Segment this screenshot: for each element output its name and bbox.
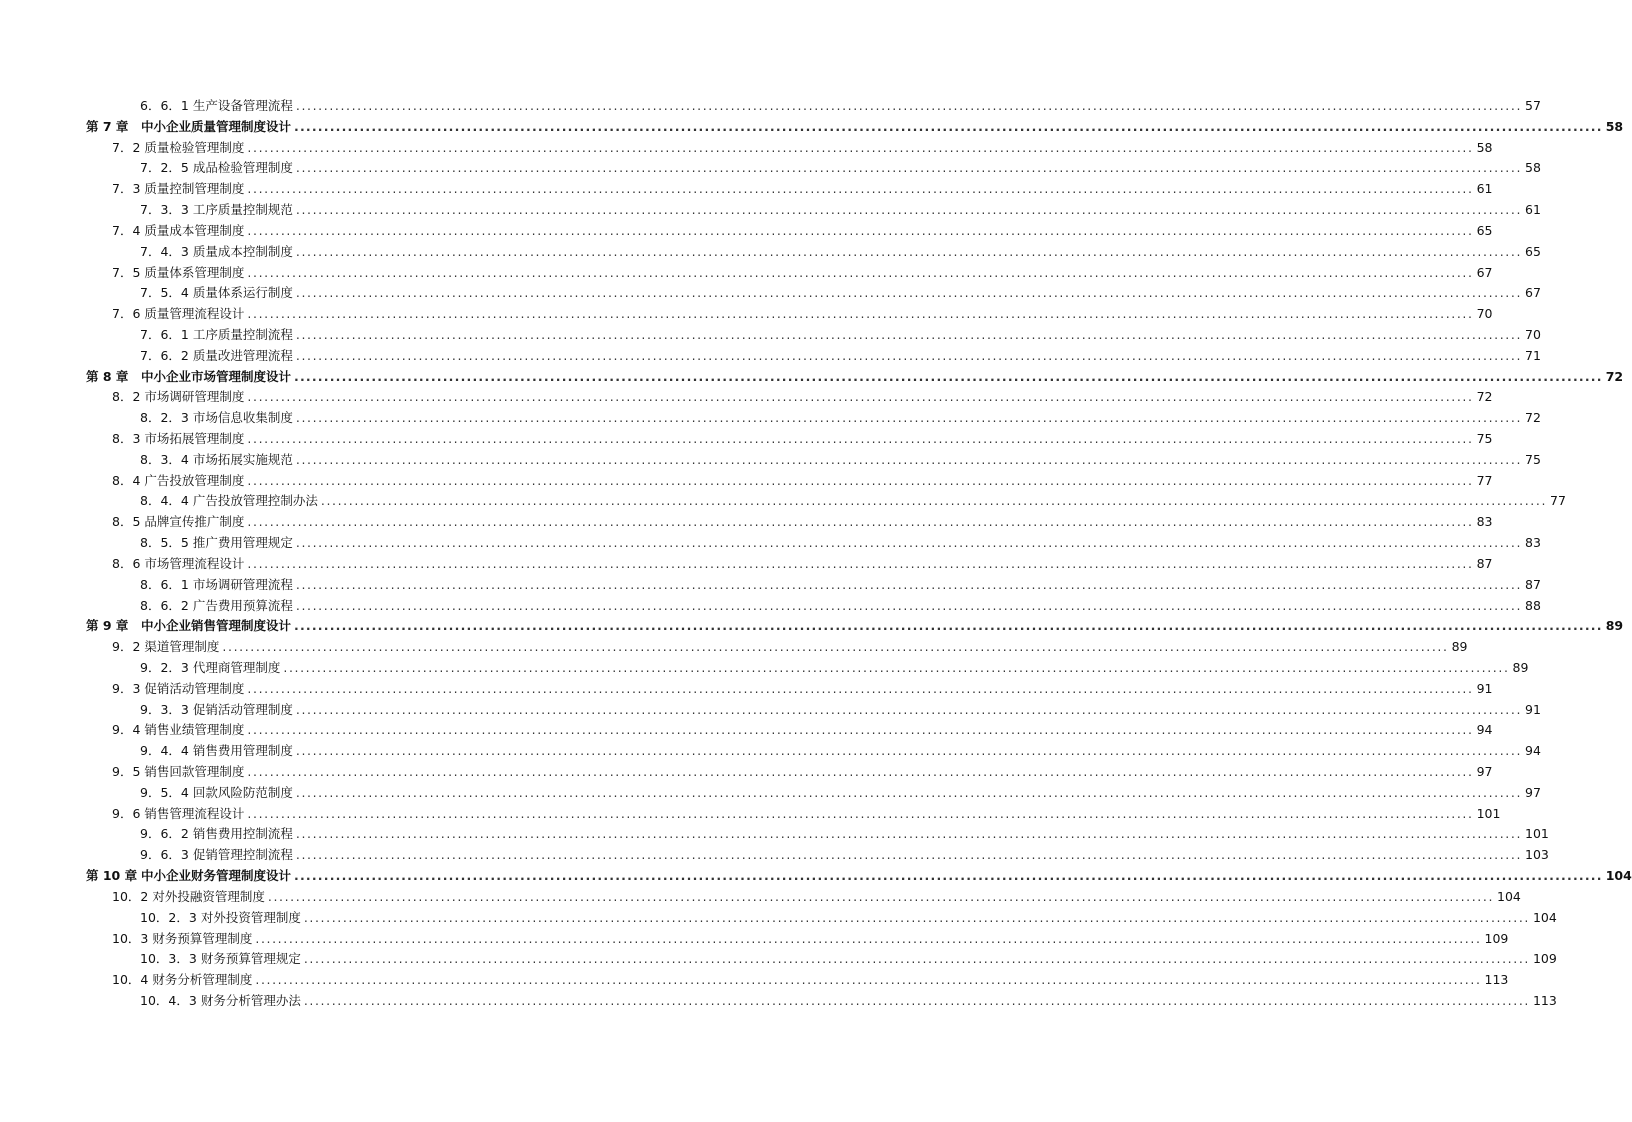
dot-leader: ............................................................................................................................................................................................................................	[294, 368, 1603, 384]
toc-entry-number: 10．3．3	[140, 951, 197, 967]
toc-entry-page-number: 61	[1476, 181, 1493, 197]
toc-entry-title: 财务预算管理规定	[200, 951, 301, 967]
dot-leader: ............................................................................................................................................................................................................................	[294, 618, 1603, 634]
toc-entry-number: 9．2	[112, 639, 141, 655]
toc-entry-page-number: 57	[1525, 98, 1541, 113]
dot-leader: ............................................................................................................................................................................................................................	[295, 285, 1523, 301]
dot-leader: ............................................................................................................................................................................................................................	[295, 160, 1523, 176]
toc-subsection-entry[interactable]	[86, 845, 1549, 866]
toc-subsection-entry[interactable]	[86, 533, 1541, 554]
toc-section-entry[interactable]	[86, 720, 1493, 741]
toc-entry-page-number: 101	[1525, 826, 1549, 842]
toc-entry-number: 8．2．3	[140, 410, 189, 426]
dot-leader: ............................................................................................................................................................................................................................	[295, 576, 1523, 592]
toc-entry-title: 品牌宣传推广制度	[144, 514, 245, 530]
dot-leader: ............................................................................................................................................................................................................................	[295, 347, 1523, 363]
toc-entry-page-number: 77	[1476, 472, 1493, 488]
toc-entry-page-number: 72	[1476, 389, 1493, 405]
toc-subsection-entry[interactable]	[86, 283, 1541, 304]
toc-entry-title: 市场信息收集制度	[192, 410, 293, 426]
toc-entry-title: 促销管理控制流程	[192, 847, 293, 863]
toc-entry-title: 市场调研管理流程	[192, 576, 293, 592]
dot-leader: ............................................................................................................................................................................................................................	[294, 868, 1603, 884]
toc-entry-title: 质量成本控制制度	[192, 243, 293, 259]
toc-entry-page-number: 89	[1512, 659, 1529, 675]
toc-entry-title: 回款风险防范制度	[192, 784, 293, 800]
toc-subsection-entry[interactable]	[86, 741, 1541, 762]
dot-leader: ............................................................................................................................................................................................................................	[247, 389, 1474, 405]
toc-subsection-entry[interactable]	[86, 700, 1541, 721]
toc-entry-number: 9．3．3	[140, 701, 189, 717]
toc-entry-title: 渠道管理制度	[144, 639, 220, 655]
dot-leader: ............................................................................................................................................................................................................................	[295, 326, 1523, 342]
toc-entry-number: 9．2．3	[140, 659, 189, 675]
dot-leader: ............................................................................................................................................................................................................................	[247, 764, 1474, 779]
toc-section-entry[interactable]	[86, 679, 1493, 700]
toc-entry-number: 8．4	[112, 472, 141, 488]
toc-entry-page-number: 58	[1525, 160, 1541, 176]
toc-entry-page-number: 70	[1525, 326, 1541, 342]
dot-leader: ............................................................................................................................................................................................................................	[283, 659, 1510, 675]
toc-entry-page-number: 109	[1532, 951, 1557, 967]
toc-entry-number: 8．6．1	[140, 576, 189, 592]
toc-entry-page-number: 65	[1476, 222, 1493, 238]
dot-leader: ............................................................................................................................................................................................................................	[247, 222, 1474, 238]
toc-entry-title: 财务预算管理制度	[152, 930, 253, 946]
toc-entry-number: 10．4．3	[140, 992, 197, 1008]
dot-leader: ............................................................................................................................................................................................................................	[255, 930, 1482, 946]
dot-leader: ............................................................................................................................................................................................................................	[294, 118, 1603, 134]
toc-section-entry[interactable]	[86, 804, 1501, 825]
toc-entry-title: 市场管理流程设计	[144, 555, 245, 571]
toc-entry-number: 7．6．1	[140, 326, 189, 342]
dot-leader: ............................................................................................................................................................................................................................	[320, 493, 1548, 509]
toc-entry-title: 促销活动管理制度	[192, 701, 293, 717]
toc-entry-page-number: 94	[1476, 722, 1493, 738]
toc-subsection-entry[interactable]	[86, 491, 1566, 512]
dot-leader: ............................................................................................................................................................................................................................	[247, 805, 1474, 821]
toc-entry-title: 中小企业财务管理制度设计	[141, 868, 292, 884]
toc-entry-title: 销售业绩管理制度	[144, 722, 245, 738]
toc-subsection-entry[interactable]	[86, 824, 1549, 845]
dot-leader: ............................................................................................................................................................................................................................	[295, 451, 1523, 467]
toc-section-entry[interactable]	[86, 471, 1493, 492]
toc-section-entry[interactable]	[86, 263, 1493, 284]
toc-entry-page-number: 97	[1476, 764, 1493, 779]
toc-subsection-entry[interactable]	[86, 325, 1541, 346]
dot-leader: ............................................................................................................................................................................................................................	[295, 784, 1523, 800]
toc-entry-page-number: 103	[1525, 847, 1549, 863]
toc-entry-number: 7．3．3	[140, 202, 189, 218]
toc-entry-number: 8．5	[112, 514, 141, 530]
toc-entry-page-number: 89	[1605, 618, 1624, 634]
dot-leader: ............................................................................................................................................................................................................................	[295, 410, 1523, 426]
dot-leader: ............................................................................................................................................................................................................................	[303, 909, 1530, 925]
toc-entry-number: 10．4	[112, 972, 149, 988]
toc-section-entry[interactable]	[86, 970, 1509, 991]
toc-entry-title: 广告投放管理制度	[144, 472, 245, 488]
toc-entry-page-number: 71	[1525, 347, 1541, 363]
toc-entry-number: 第 9 章	[86, 618, 129, 634]
toc-entry-title: 中小企业市场管理制度设计	[141, 368, 292, 384]
toc-entry-number: 9．5．4	[140, 784, 189, 800]
dot-leader: ............................................................................................................................................................................................................................	[247, 472, 1474, 488]
toc-chapter-entry[interactable]	[86, 866, 1632, 887]
toc-entry-title: 销售费用管理制度	[192, 743, 293, 759]
toc-entry-number: 9．6	[112, 805, 141, 821]
toc-entry-title: 质量控制管理制度	[144, 181, 245, 197]
toc-entry-title: 财务分析管理制度	[152, 972, 253, 988]
toc-entry-page-number: 83	[1525, 535, 1541, 551]
dot-leader: ............................................................................................................................................................................................................................	[295, 701, 1523, 717]
toc-entry-number: 8．6．2	[140, 597, 189, 613]
toc-entry-number: 9．6．2	[140, 826, 189, 842]
toc-entry-page-number: 75	[1525, 451, 1541, 467]
toc-subsection-entry[interactable]	[86, 158, 1541, 179]
toc-section-entry[interactable]	[86, 512, 1493, 533]
toc-entry-number: 10．3	[112, 930, 149, 946]
toc-entry-page-number: 58	[1476, 139, 1493, 155]
toc-entry-page-number: 65	[1525, 243, 1541, 259]
toc-subsection-entry[interactable]	[86, 346, 1541, 367]
toc-entry-page-number: 109	[1484, 930, 1509, 946]
toc-entry-title: 质量体系管理制度	[144, 264, 245, 280]
toc-subsection-entry[interactable]	[86, 96, 1541, 117]
toc-entry-title: 市场拓展实施规范	[192, 451, 293, 467]
toc-entry-number: 10．2	[112, 888, 149, 904]
toc-entry-page-number: 104	[1532, 909, 1557, 925]
toc-entry-number: 7．4	[112, 222, 141, 238]
toc-entry-page-number: 75	[1476, 431, 1493, 446]
toc-entry-page-number: 97	[1525, 784, 1541, 800]
toc-entry-title: 对外投融资管理制度	[152, 888, 265, 904]
toc-entry-number: 9．4．4	[140, 743, 189, 759]
toc-entry-number: 7．5	[112, 264, 141, 280]
toc-entry-number: 8．3	[112, 431, 141, 446]
toc-entry-title: 质量管理流程设计	[144, 306, 245, 322]
toc-entry-page-number: 58	[1605, 118, 1624, 134]
toc-entry-number: 9．4	[112, 722, 141, 738]
toc-entry-title: 工序质量控制规范	[192, 202, 293, 218]
dot-leader: ............................................................................................................................................................................................................................	[267, 888, 1495, 904]
toc-subsection-entry[interactable]	[86, 658, 1529, 679]
toc-entry-number: 8．6	[112, 555, 141, 571]
toc-entry-number: 9．5	[112, 764, 141, 779]
toc-entry-number: 第 7 章	[86, 118, 129, 134]
toc-entry-page-number: 89	[1451, 639, 1468, 655]
toc-section-entry[interactable]	[86, 554, 1493, 575]
toc-section-entry[interactable]	[86, 929, 1509, 950]
toc-entry-page-number: 91	[1525, 701, 1541, 717]
dot-leader: ............................................................................................................................................................................................................................	[247, 514, 1474, 530]
dot-leader: ............................................................................................................................................................................................................................	[295, 826, 1523, 842]
table-of-contents	[86, 96, 1632, 1012]
toc-subsection-entry[interactable]	[86, 783, 1541, 804]
toc-entry-page-number: 70	[1476, 306, 1493, 322]
toc-entry-title: 成品检验管理制度	[192, 160, 293, 176]
toc-entry-number: 7．6	[112, 306, 141, 322]
dot-leader: ............................................................................................................................................................................................................................	[303, 951, 1530, 967]
toc-entry-title: 质量成本管理制度	[144, 222, 245, 238]
dot-leader: ............................................................................................................................................................................................................................	[295, 597, 1523, 613]
toc-subsection-entry[interactable]	[86, 450, 1541, 471]
dot-leader: ............................................................................................................................................................................................................................	[295, 202, 1523, 218]
dot-leader: ............................................................................................................................................................................................................................	[247, 139, 1474, 155]
toc-entry-title: 广告投放管理控制办法	[192, 493, 318, 509]
toc-entry-number: 8．5．5	[140, 535, 189, 551]
dot-leader: ............................................................................................................................................................................................................................	[247, 722, 1474, 738]
toc-entry-page-number: 94	[1525, 743, 1541, 759]
toc-entry-title: 工序质量控制流程	[192, 326, 293, 342]
toc-section-entry[interactable]	[86, 179, 1493, 200]
dot-leader: ............................................................................................................................................................................................................................	[295, 847, 1523, 863]
toc-entry-number: 9．3	[112, 680, 141, 696]
toc-entry-page-number: 83	[1476, 514, 1493, 530]
dot-leader: ............................................................................................................................................................................................................................	[247, 181, 1474, 197]
toc-entry-number: 10．2．3	[140, 909, 197, 925]
toc-entry-number: 7．2	[112, 139, 141, 155]
toc-entry-title: 代理商管理制度	[192, 659, 281, 675]
dot-leader: ............................................................................................................................................................................................................................	[255, 972, 1482, 988]
toc-subsection-entry[interactable]	[86, 596, 1541, 617]
toc-entry-title: 质量检验管理制度	[144, 139, 245, 155]
toc-entry-number: 第 8 章	[86, 368, 129, 384]
toc-entry-title: 销售费用控制流程	[192, 826, 293, 842]
toc-entry-number: 8．2	[112, 389, 141, 405]
toc-section-entry[interactable]	[86, 387, 1493, 408]
toc-entry-number: 8．4．4	[140, 493, 189, 509]
toc-entry-page-number: 101	[1476, 805, 1501, 821]
toc-entry-number: 6．6．1	[140, 98, 189, 113]
toc-entry-title: 市场拓展管理制度	[144, 431, 245, 446]
toc-subsection-entry[interactable]	[86, 575, 1541, 596]
toc-entry-title: 销售回款管理制度	[144, 764, 245, 779]
toc-section-entry[interactable]	[86, 637, 1468, 658]
dot-leader: ............................................................................................................................................................................................................................	[295, 743, 1523, 759]
toc-section-entry[interactable]	[86, 304, 1493, 325]
toc-entry-title: 质量体系运行制度	[192, 285, 293, 301]
dot-leader: ............................................................................................................................................................................................................................	[222, 639, 1449, 655]
toc-subsection-entry[interactable]	[86, 200, 1541, 221]
toc-chapter-entry[interactable]	[86, 367, 1624, 388]
toc-entry-number: 第 10 章	[86, 868, 138, 884]
toc-entry-page-number: 61	[1525, 202, 1541, 218]
toc-entry-page-number: 72	[1605, 368, 1624, 384]
toc-entry-number: 7．4．3	[140, 243, 189, 259]
toc-section-entry[interactable]	[86, 762, 1493, 783]
dot-leader: ............................................................................................................................................................................................................................	[247, 264, 1474, 280]
toc-entry-page-number: 104	[1605, 868, 1632, 884]
toc-entry-number: 7．3	[112, 181, 141, 197]
toc-entry-page-number: 67	[1525, 285, 1541, 301]
toc-entry-number: 9．6．3	[140, 847, 189, 863]
toc-subsection-entry[interactable]	[86, 242, 1541, 263]
toc-section-entry[interactable]	[86, 221, 1493, 242]
toc-entry-title: 促销活动管理制度	[144, 680, 245, 696]
toc-entry-title: 生产设备管理流程	[192, 98, 293, 113]
toc-entry-number: 7．2．5	[140, 160, 189, 176]
toc-section-entry[interactable]	[86, 887, 1521, 908]
toc-entry-page-number: 104	[1497, 888, 1521, 904]
toc-entry-number: 8．3．4	[140, 451, 189, 467]
dot-leader: ............................................................................................................................................................................................................................	[247, 680, 1474, 696]
toc-entry-title: 中小企业质量管理制度设计	[141, 118, 292, 134]
dot-leader: ............................................................................................................................................................................................................................	[303, 992, 1530, 1008]
dot-leader: ............................................................................................................................................................................................................................	[295, 98, 1523, 113]
toc-section-entry[interactable]	[86, 138, 1493, 159]
toc-entry-page-number: 87	[1476, 555, 1493, 571]
dot-leader: ............................................................................................................................................................................................................................	[295, 535, 1523, 551]
toc-entry-page-number: 77	[1550, 493, 1566, 509]
toc-section-entry[interactable]	[86, 429, 1493, 450]
toc-entry-number: 7．6．2	[140, 347, 189, 363]
toc-entry-title: 质量改进管理流程	[192, 347, 293, 363]
toc-entry-page-number: 67	[1476, 264, 1493, 280]
toc-entry-title: 推广费用管理规定	[192, 535, 293, 551]
dot-leader: ............................................................................................................................................................................................................................	[247, 555, 1474, 571]
toc-entry-title: 对外投资管理制度	[200, 909, 301, 925]
toc-subsection-entry[interactable]	[86, 991, 1557, 1012]
toc-entry-page-number: 87	[1525, 576, 1541, 592]
toc-subsection-entry[interactable]	[86, 908, 1557, 929]
toc-entry-page-number: 72	[1525, 410, 1541, 426]
toc-entry-page-number: 91	[1476, 680, 1493, 696]
dot-leader: ............................................................................................................................................................................................................................	[247, 431, 1474, 446]
toc-subsection-entry[interactable]	[86, 949, 1557, 970]
dot-leader: ............................................................................................................................................................................................................................	[295, 243, 1523, 259]
toc-chapter-entry[interactable]	[86, 616, 1624, 637]
toc-entry-title: 市场调研管理制度	[144, 389, 245, 405]
toc-entry-page-number: 88	[1525, 597, 1541, 613]
toc-entry-page-number: 113	[1532, 992, 1557, 1008]
toc-entry-title: 财务分析管理办法	[200, 992, 301, 1008]
toc-entry-title: 中小企业销售管理制度设计	[141, 618, 292, 634]
dot-leader: ............................................................................................................................................................................................................................	[247, 306, 1474, 322]
toc-subsection-entry[interactable]	[86, 408, 1541, 429]
toc-entry-title: 广告费用预算流程	[192, 597, 293, 613]
toc-entry-number: 7．5．4	[140, 285, 189, 301]
toc-chapter-entry[interactable]	[86, 117, 1624, 138]
toc-entry-page-number: 113	[1484, 972, 1509, 988]
toc-entry-title: 销售管理流程设计	[144, 805, 245, 821]
